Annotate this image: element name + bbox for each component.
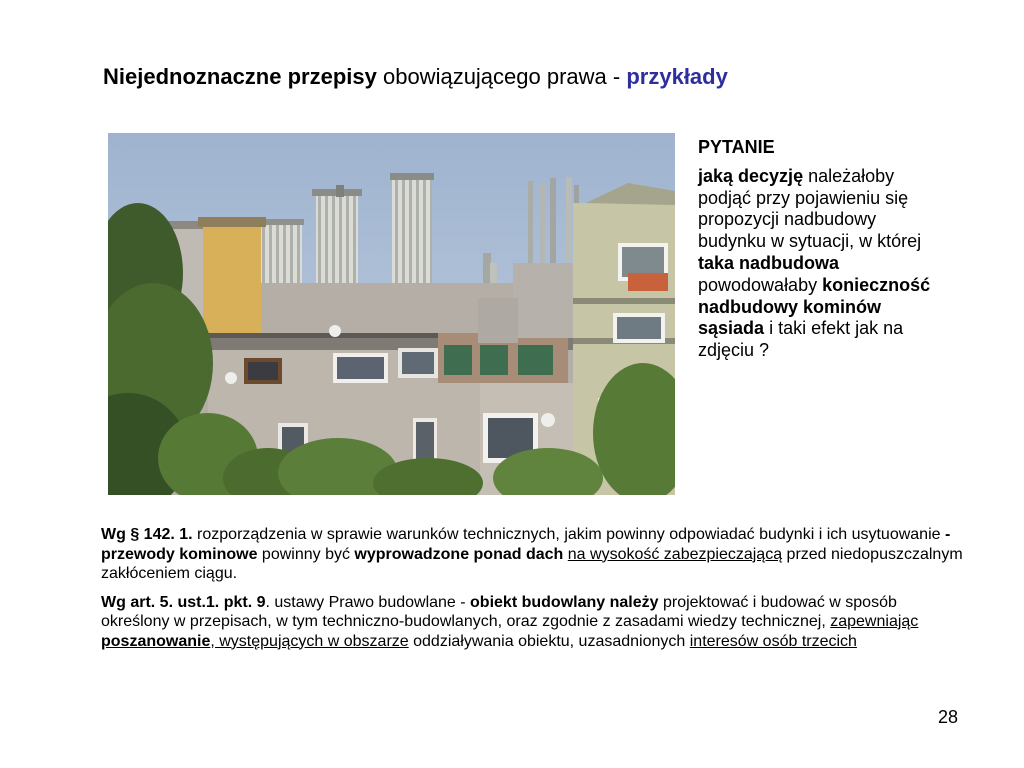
- legal-paragraph-2: [101, 593, 963, 652]
- question-text-bold-1: jaką decyzję: [698, 165, 804, 186]
- page-number: 28: [938, 707, 959, 727]
- p2-bold-underlined: poszanowanie: [101, 632, 211, 650]
- p1-ref: Wg § 142. 1.: [101, 526, 193, 543]
- p2-underlined-3: interesów osób trzecich: [689, 632, 857, 650]
- p1-bold-2: wyprowadzone ponad dach: [354, 545, 564, 563]
- legal-references: [101, 525, 963, 660]
- title-part-accent: przykłady: [626, 64, 728, 89]
- question-text-2: powodowałaby: [698, 274, 823, 295]
- building-chimneys-photo: [108, 133, 675, 495]
- title-part-bold: Niejednoznaczne przepisy: [103, 64, 377, 89]
- legal-paragraph-1: [101, 525, 963, 584]
- p2-underlined-2: , występujących w obszarze: [210, 632, 409, 650]
- p1-underlined: na wysokość zabezpieczającą: [567, 545, 783, 563]
- p2-underlined-1: zapewniając: [830, 613, 919, 630]
- p1-text-2: powinny być: [257, 545, 355, 563]
- question-text-bold-2: taka nadbudowa: [698, 252, 840, 273]
- question-text-bold-3: konieczność nadbudowy kominów sąsiada: [698, 274, 931, 339]
- question-body: [698, 166, 948, 362]
- question-text-3: i taki efekt jak na zdjęciu ?: [698, 318, 904, 361]
- p2-text-3: oddziaływania obiektu, uzasadnionych: [408, 632, 690, 650]
- p2-text-1: . ustawy Prawo budowlane -: [265, 593, 471, 611]
- slide-title: [103, 60, 963, 94]
- p1-text-3: przed niedopuszczalnym zakłóceniem ciągu.: [101, 545, 963, 582]
- title-part-regular: obowiązującego prawa -: [376, 64, 627, 89]
- p1-bold-1: - przewody kominowe: [101, 526, 951, 563]
- question-heading: PYTANIE: [698, 137, 775, 157]
- p2-ref: Wg art. 5. ust.1. pkt. 9: [101, 593, 266, 611]
- question-panel: [698, 137, 948, 362]
- p2-bold-1: obiekt budowlany należy: [470, 593, 659, 611]
- question-text-1: należałoby podjąć przy pojawieniu się propozycji nadbudowy budynku w sytuacji, w której: [698, 165, 922, 252]
- p2-text-2: projektować i budować w sposób określony w przepisach, w tym techniczno-budowlanych, oraz zgodnie z zasadami wiedzy technicznej,: [101, 593, 897, 630]
- p1-text-1: rozporządzenia w sprawie warunków technicznych, jakim powinny odpowiadać budynki i ich usytuowanie: [192, 526, 945, 543]
